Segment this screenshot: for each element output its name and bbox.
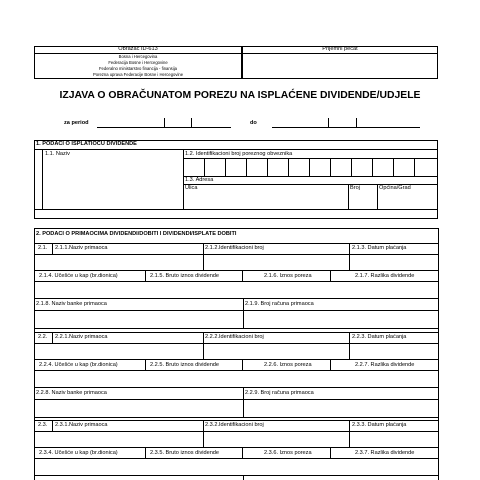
recipient-id-field[interactable] [204,255,349,270]
recipient-share-label: 2.3.4. Učešće u kap (br.dionica) [39,450,118,456]
recipient-name-label: 2.1.1.Naziv primaoca [55,245,108,251]
street-field[interactable] [184,192,348,209]
recipient-tax-label: 2.1.6. Iznos poreza [264,273,312,279]
recipient-diff-label: 2.3.7. Razlika dividende [355,450,415,456]
recipient-name-label: 2.3.1.Naziv primaoca [55,422,108,428]
address-label: 1.3. Adresa [185,177,214,183]
recipient-bank-field[interactable] [34,311,243,328]
municipality-label: Općina/Grad [379,185,411,191]
recipient-gross-label: 2.3.5. Bruto iznos dividende [150,450,220,456]
issuer-line-2: Federacija Bosne i Hercegovine [108,60,168,65]
page-title: IZJAVA O OBRAČUNATOM POREZU NA ISPLAĆENE DIVIDENDE/UDJELE [59,90,421,101]
recipient-id-label: 2.1.2.Identifikacioni broj [205,245,264,251]
number-label: Broj [350,185,360,191]
recipient-name-field[interactable] [34,344,203,359]
recipient-number: 2.2. [38,334,48,340]
recipient-date-field[interactable] [350,432,439,447]
recipient-id-field[interactable] [204,432,349,447]
period-to-label: do [250,120,257,126]
recipient-account-field[interactable] [244,311,439,328]
stamp-label: Prijemni pečat [322,46,358,52]
period-from-label: za period [64,120,89,126]
recipient-number: 2.3. [38,422,48,428]
municipality-field[interactable] [378,192,438,209]
recipient-tax-label: 2.2.6. Iznos poreza [264,362,312,368]
recipient-date-field[interactable] [350,344,439,359]
recipient-date-label: 2.3.3. Datum plaćanja [352,422,407,428]
recipient-name-field[interactable] [34,255,203,270]
recipient-date-label: 2.2.3. Datum plaćanja [352,334,407,340]
number-field[interactable] [349,192,377,209]
payer-id-field[interactable] [183,158,438,176]
period-from-field[interactable] [97,118,231,128]
recipient-account-label: 2.2.9. Broj računa primaoca [245,390,314,396]
recipient-gross-label: 2.1.5. Bruto iznos dividende [150,273,220,279]
recipient-number: 2.1. [38,245,48,251]
recipient-bank-label: 2.2.8. Naziv banke primaoca [36,390,107,396]
section2-heading: 2. PODACI O PRIMAOCIMA DIVIDENDI/DOBITI I DIVIDENDI/ISPLATE DOBITI [36,231,237,237]
recipient-account-field[interactable] [244,400,439,417]
recipient-date-label: 2.1.3. Datum plaćanja [352,245,407,251]
recipient-tax-label: 2.3.6. Iznos poreza [264,450,312,456]
recipient-id-field[interactable] [204,344,349,359]
stamp-divider [242,53,438,54]
form-label: Obrazac ID-613 [118,46,158,52]
street-label: Ulica [185,185,198,191]
address-topline [183,176,438,177]
recipient-diff-label: 2.1.7. Razlika dividende [355,273,415,279]
issuer-line-4: Porezna uprava Federacije Bosne i Hercegovine [92,72,184,77]
recipient-diff-label: 2.2.7. Razlika dividende [355,362,415,368]
section2-top-line [34,228,439,229]
issuer-line-1: Bosna i Hercegovina [118,54,158,59]
recipient-gross-label: 2.2.5. Bruto iznos dividende [150,362,220,368]
recipient-block [34,420,439,480]
recipient-block [34,243,439,328]
payer-id-label: 1.2. Identifikacioni broj poreznog obveznika [185,151,293,157]
recipient-bank-field[interactable] [34,400,243,417]
recipient-bank-label: 2.1.8. Naziv banke primaoca [36,301,107,307]
section1-heading: 1. PODACI O ISPLATIOCU DIVIDENDE [36,141,137,147]
recipient-name-field[interactable] [34,432,203,447]
recipient-block [34,332,439,417]
section1-heading-line [34,149,438,150]
recipient-date-field[interactable] [350,255,439,270]
recipient-amounts-field[interactable] [34,282,439,298]
recipient-amounts-field[interactable] [34,371,439,387]
recipient-name-label: 2.2.1.Naziv primaoca [55,334,108,340]
period-to-field[interactable] [272,118,420,128]
recipient-share-label: 2.1.4. Učešće u kap (br.dionica) [39,273,118,279]
issuer-line-3: Federalno ministarstvo financija - finansija [99,66,177,71]
recipient-id-label: 2.2.2.Identifikacioni broj [205,334,264,340]
recipient-id-label: 2.3.2.Identifikacioni broj [205,422,264,428]
section1-bottom-line [34,209,438,210]
recipient-account-label: 2.1.9. Broj računa primaoca [245,301,314,307]
payer-name-field[interactable] [43,158,183,208]
recipient-share-label: 2.2.4. Učešće u kap (br.dionica) [39,362,118,368]
recipient-amounts-field[interactable] [34,459,439,475]
payer-name-label: 1.1. Naziv [45,151,70,157]
